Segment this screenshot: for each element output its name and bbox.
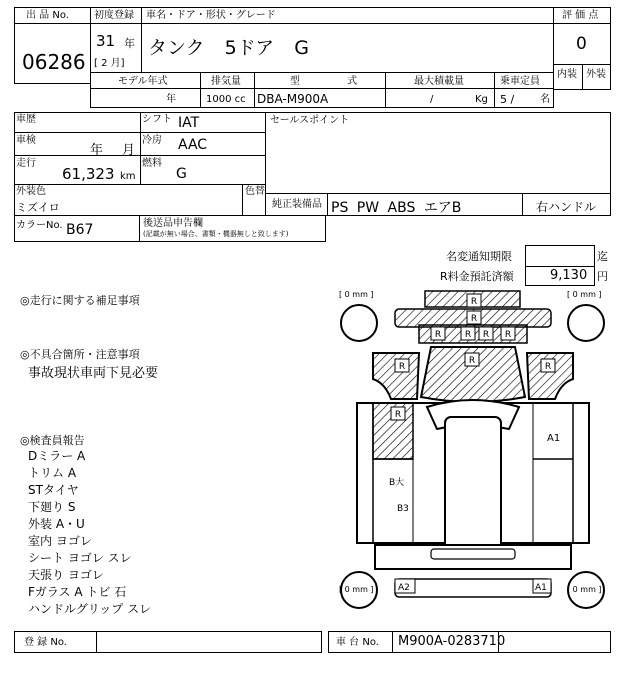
reg-year-unit: 年: [124, 37, 135, 50]
tire-front-left: [341, 305, 377, 341]
sales-point-label: セールスポイント: [270, 115, 350, 126]
load-value: /: [430, 94, 434, 105]
car-damage-diagram: [335, 287, 610, 627]
recycle-value: 9,130: [550, 268, 588, 283]
score: 0: [576, 34, 587, 54]
tire-front-right: [568, 305, 604, 341]
mark-r5: R: [482, 330, 490, 340]
tire-tl-depth: [ 0 mm ]: [339, 290, 374, 299]
model-year-label: モデル年式: [118, 76, 168, 87]
chassis-no: M900A-0283710: [398, 634, 506, 649]
car-name-label: 車名・ドア・形状・グレード: [146, 10, 276, 21]
mark-r9: R: [544, 362, 552, 372]
inspector-report-item: 室内 ヨゴレ: [28, 534, 92, 548]
mark-r1: R: [470, 297, 478, 307]
inspector-report-item: Dミラー A: [28, 449, 86, 463]
mark-a2: A2: [398, 583, 410, 593]
color: ミズイロ: [16, 201, 60, 214]
inspection-year: 年: [90, 143, 104, 158]
mileage-unit: km: [120, 171, 136, 182]
inspector-report-item: Fガラス A トビ 石: [28, 585, 127, 599]
mark-r10: R: [394, 410, 402, 420]
displacement-label: 排気量: [211, 76, 241, 87]
equipment-label: 純正装備品: [272, 199, 322, 210]
fuel: G: [176, 166, 187, 182]
aircon-label: 冷房: [142, 135, 162, 146]
inspection-month: 月: [122, 143, 136, 158]
mark-r8: R: [398, 362, 406, 372]
reg-date-label: 初度登録: [94, 10, 134, 21]
lot-no-label: 出 品 No.: [26, 10, 69, 21]
tire-tr-depth: [ 0 mm ]: [567, 290, 602, 299]
color-no: B67: [66, 222, 94, 238]
defects-text: 事故現状車両下見必要: [28, 366, 159, 381]
type: DBA-M900A: [257, 92, 329, 106]
history-label: 車歴: [16, 114, 36, 125]
aftermarket-note: (記載が無い場合、書類・機器無しと致します): [143, 230, 289, 238]
aftermarket-label: 後送品申告欄: [143, 218, 203, 229]
mark-r6: R: [504, 330, 512, 340]
reg-month: [ 2 月]: [94, 58, 125, 69]
mark-a1b: A1: [535, 583, 547, 593]
handle: 右ハンドル: [536, 200, 597, 214]
driving-notes-label: ◎走行に関する補足事項: [20, 294, 140, 307]
name-change-unit: 迄: [597, 250, 608, 263]
shift: IAT: [178, 115, 200, 131]
mark-r4: R: [464, 330, 472, 340]
inspector-report-item: 天張り ヨゴレ: [28, 568, 104, 582]
defects-label: ◎不具合箇所・注意事項: [20, 348, 140, 361]
color-no-label: カラーNo.: [16, 220, 63, 231]
tire-bl-depth: [ 0 mm ]: [339, 585, 374, 594]
load-unit: Kg: [475, 94, 488, 105]
mark-r2: R: [470, 314, 478, 324]
tire-br-depth: [ 0 mm ]: [567, 585, 602, 594]
exterior-label: 外装: [586, 69, 606, 80]
capacity-label: 乗車定員: [500, 76, 540, 87]
mark-r7: R: [468, 356, 476, 366]
score-label: 評 価 点: [562, 10, 599, 21]
reg-year: 31: [96, 32, 116, 50]
color-change-label: 色替: [245, 186, 265, 197]
rear-bumper: [395, 579, 551, 597]
chassis-label: 車 台 No.: [336, 637, 379, 648]
mark-r3: R: [434, 330, 442, 340]
recycle-label: R料金預託済額: [440, 270, 514, 283]
fuel-label: 燃料: [142, 158, 162, 169]
type-label: 型 式: [290, 76, 358, 87]
recycle-unit: 円: [597, 270, 608, 283]
inspector-report-item: シート ヨゴレ スレ: [28, 551, 132, 565]
shift-label: シフト: [142, 114, 172, 125]
mark-bdai: B大: [389, 478, 405, 488]
capacity-unit: 名: [540, 94, 550, 105]
roof: [445, 417, 501, 553]
mileage-label: 走行: [16, 158, 36, 169]
car-name: タンク 5ドア G: [148, 37, 309, 59]
inspector-report-item: トリム A: [28, 466, 77, 480]
rear-window: [431, 549, 515, 559]
lot-no: 06286: [22, 50, 86, 74]
inspector-report-item: 外装 A・U: [28, 517, 85, 531]
name-change-label: 名変通知期限: [446, 250, 512, 263]
inspector-label: ◎検査員報告: [20, 434, 85, 447]
capacity: 5 /: [500, 93, 515, 106]
load-label: 最大積載量: [414, 76, 464, 87]
interior-label: 内装: [557, 69, 577, 80]
inspection-label: 車検: [16, 135, 36, 146]
mark-a1: A1: [547, 433, 561, 444]
mark-b3: B3: [397, 504, 409, 514]
inspector-report-item: 下廻り S: [28, 500, 76, 514]
model-year-unit: 年: [166, 94, 176, 105]
inspector-report-item: STタイヤ: [28, 483, 79, 497]
mileage: 61,323: [62, 165, 115, 183]
name-change-box: [525, 245, 595, 267]
displacement: 1000 cc: [206, 94, 246, 105]
inspector-report-item: ハンドルグリップ スレ: [28, 602, 152, 616]
aircon: AAC: [178, 137, 208, 153]
reg-no-label: 登 録 No.: [24, 637, 67, 648]
color-label: 外装色: [16, 186, 46, 197]
equipment: PS PW ABS エアB: [331, 200, 462, 216]
